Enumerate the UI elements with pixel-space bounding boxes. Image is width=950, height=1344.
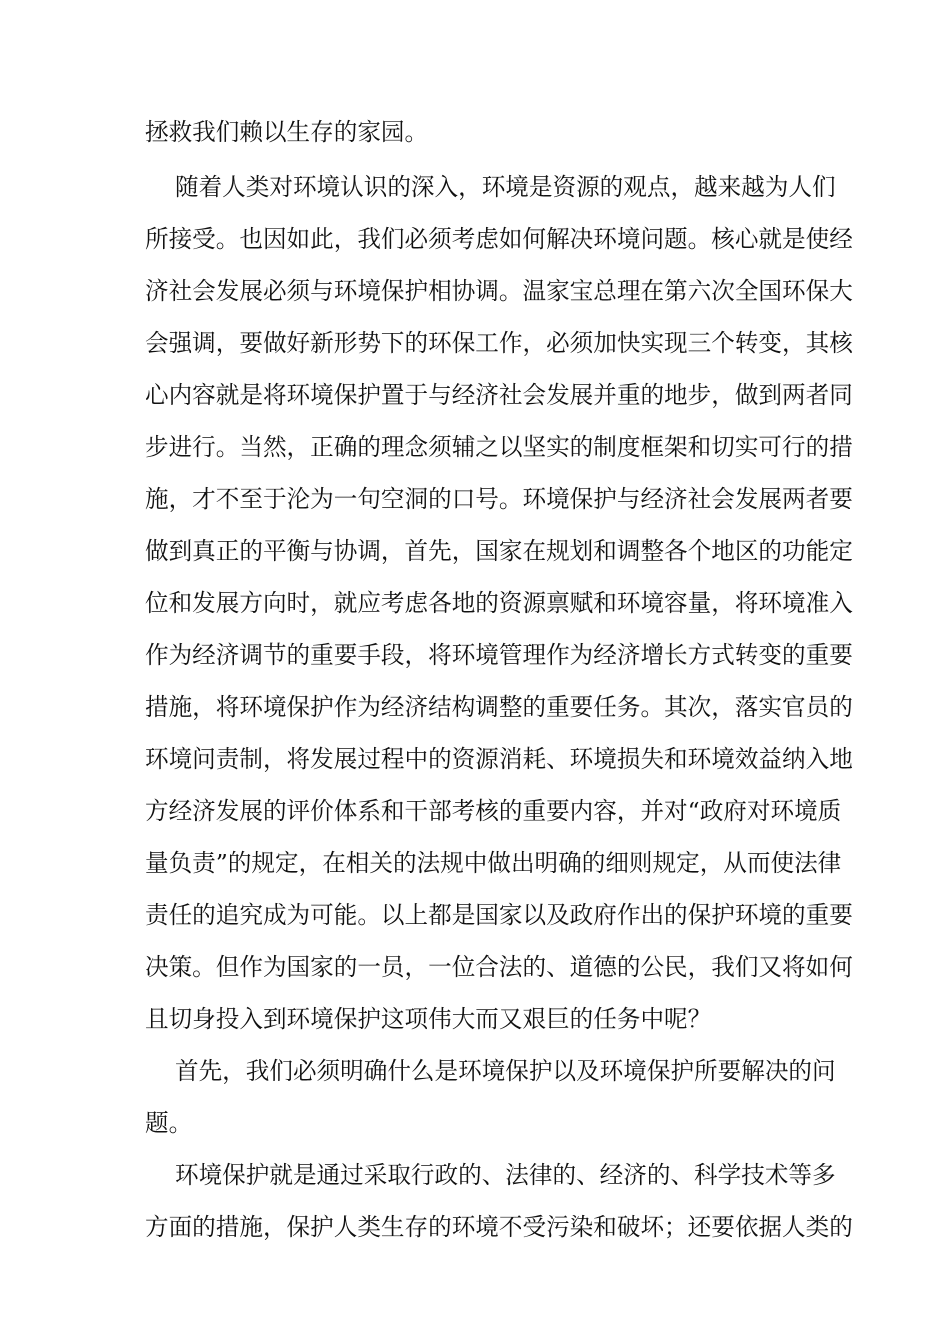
text-line: 方经济发展的评价体系和干部考核的重要内容，并对“政府对环境质: [145, 797, 842, 825]
text-line: 题。: [145, 1109, 193, 1137]
text-line: 心内容就是将环境保护置于与经济社会发展并重的地步，做到两者同: [145, 381, 853, 409]
paragraph-first-line: 首先，我们必须明确什么是环境保护以及环境保护所要解决的问: [175, 1057, 836, 1085]
paragraph-first-line: 随着人类对环境认识的深入，环境是资源的观点，越来越为人们: [175, 173, 836, 201]
text-line: 方面的措施，保护人类生存的环境不受污染和破坏；还要依据人类的: [145, 1213, 853, 1241]
text-line: 济社会发展必须与环境保护相协调。温家宝总理在第六次全国环保大: [145, 277, 853, 305]
text-line: 措施，将环境保护作为经济结构调整的重要任务。其次，落实官员的: [145, 693, 853, 721]
text-line: 所接受。也因如此，我们必须考虑如何解决环境问题。核心就是使经: [145, 225, 853, 253]
text-line: 拯救我们赖以生存的家园。: [145, 118, 429, 146]
text-line: 责任的追究成为可能。以上都是国家以及政府作出的保护环境的重要: [145, 901, 853, 929]
text-line: 步进行。当然，正确的理念须辅之以坚实的制度框架和切实可行的措: [145, 433, 853, 461]
text-line: 量负责”的规定，在相关的法规中做出明确的细则规定，从而使法律: [145, 849, 842, 877]
paragraph-first-line: 环境保护就是通过采取行政的、法律的、经济的、科学技术等多: [175, 1161, 836, 1189]
text-line: 且切身投入到环境保护这项伟大而又艰巨的任务中呢？: [145, 1005, 712, 1033]
text-line: 做到真正的平衡与协调，首先，国家在规划和调整各个地区的功能定: [145, 537, 853, 565]
text-line: 决策。但作为国家的一员，一位合法的、道德的公民，我们又将如何: [145, 953, 853, 981]
text-line: 施，才不至于沦为一句空洞的口号。环境保护与经济社会发展两者要: [145, 485, 853, 513]
text-line: 位和发展方向时，就应考虑各地的资源禀赋和环境容量，将环境准入: [145, 589, 853, 617]
text-line: 会强调，要做好新形势下的环保工作，必须加快实现三个转变，其核: [145, 329, 853, 357]
text-line: 作为经济调节的重要手段，将环境管理作为经济增长方式转变的重要: [145, 641, 853, 669]
text-line: 环境问责制，将发展过程中的资源消耗、环境损失和环境效益纳入地: [145, 745, 853, 773]
